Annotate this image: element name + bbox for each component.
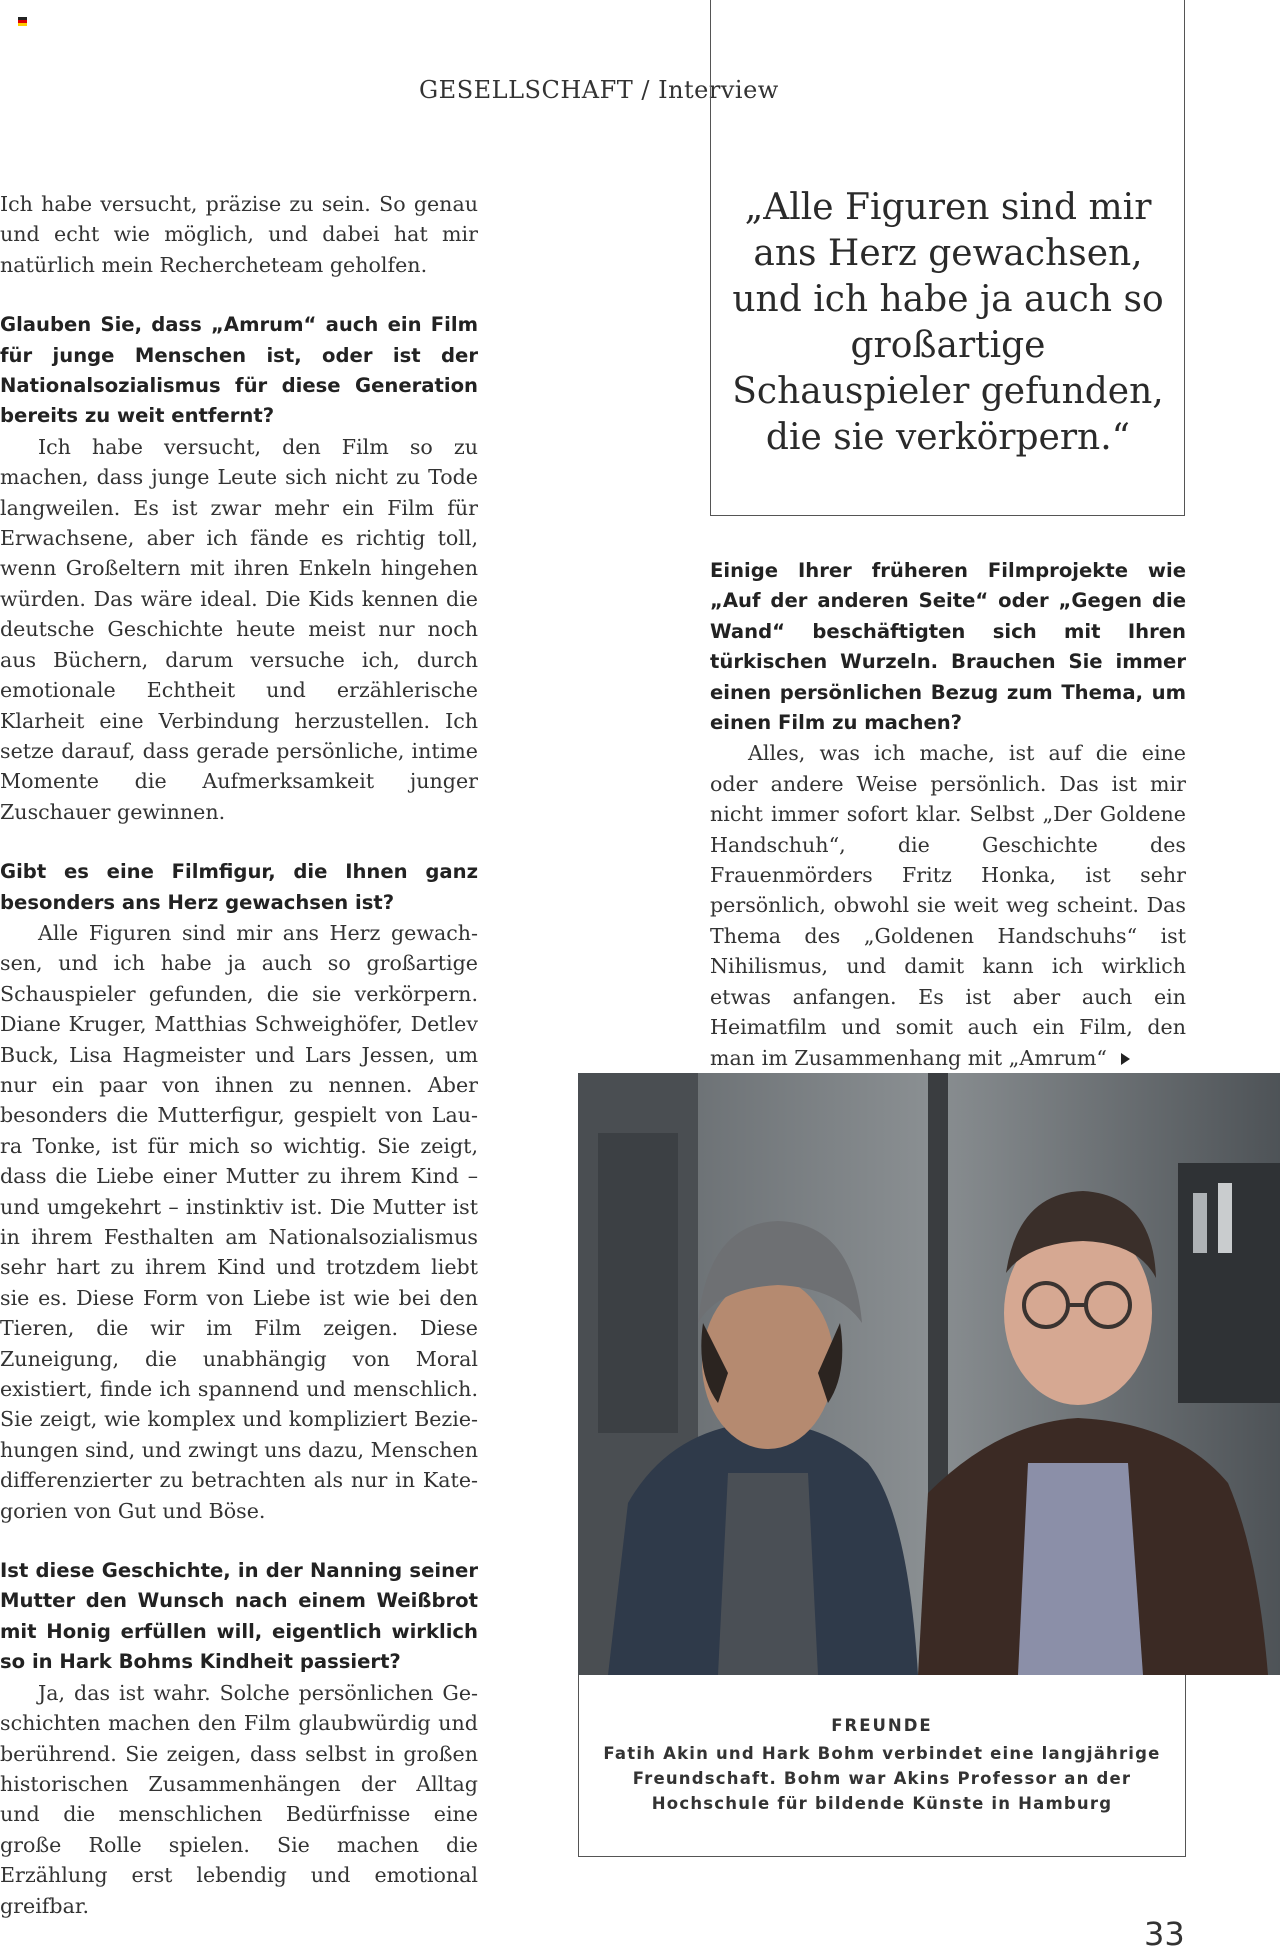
interview-question: Ist diese Geschichte, in der Nanning seiner Mutter den Wunsch nach einem Weißbrot mit Honig erfüllen will, eigentlich wirklich so in Hark Bohms Kindheit passiert? [0,1559,478,1674]
article-paragraph: Ich habe versucht, präzise zu sein. So genau und echt wie möglich, und dabei hat mir natürlich mein Rechercheteam geholfen. [0,192,478,277]
article-column-right [710,556,1186,1073]
interview-answer: Alle Figuren sind mir ans Herz gewachsen, und ich habe ja auch so großartige Schauspieler gefunden, die sie verkörpern. Diane Kruger, Matthias Schweighöfer, Detlev Buck, Lisa Hagmeister und Lars Jessen, um nur ein paar von ihnen zu nennen. Aber besonders die Mutterfigur, gespielt von Laura Tonke, ist für mich so wichtig. Sie zeigt, dass die Liebe einer Mutter zu ihrem Kind – und umgekehrt – instinktiv ist. Die Mutter ist in ihrem Festhalten am Nationalsozialismus sehr hart zu ihrem Kind und trotzdem liebt sie es. Diese Form von Liebe ist wie bei den Tieren, die wir im Film zeigen. Diese Zuneigung, die unabhängig von Moral existiert, finde ich spannend und menschlich. Sie zeigt, wie komplex und kompliziert Beziehungen sind, und zwingt uns dazu, Menschen differenzierter zu betrachten als nur in Kategorien von Gut und Böse. [0,920,478,1523]
caption-text: Fatih Akin und Hark Bohm verbindet eine langjährige Freundschaft. Bohm war Akins Professor an der Hochschule für bildende Künste in Hamburg [603,1744,1161,1813]
page-number: 33 [1144,1915,1185,1953]
section-header: GESELLSCHAFT / Interview [419,76,779,104]
pull-quote: „Alle Figuren sind mir ans Herz gewachsen, und ich habe ja auch so großartige Schauspieler gefunden, die sie verkörpern.“ [732,187,1164,458]
interview-answer [710,738,1186,1072]
interview-question: Gibt es eine Filmfigur, die Ihnen ganz besonders ans Herz gewachsen ist? [0,860,478,914]
portrait-photo [578,1073,1280,1675]
interview-question: Glauben Sie, dass „Amrum“ auch ein Film für junge Menschen ist, oder ist der Nationalsozialismus für diese Generation bereits zu weit entfernt? [0,313,478,428]
german-flag-icon [18,17,27,26]
interview-answer: Ich habe versucht, den Film so zu machen, dass junge Leute sich nicht zu Tode langweilen. Es ist zwar mehr ein Film für Erwachsene, aber ich fände es richtig toll, wenn Großeltern mit ihren Enkeln hingehen würden. Das wäre ideal. Die Kids kennen die deutsche Geschichte heute meist nur noch aus Büchern, darum versuche ich, durch emotionale Echtheit und erzählerische Klarheit eine Verbindung herzustellen. Ich setze darauf, dass gerade persönliche, intime Momente die Aufmerksamkeit junger Zuschauer gewinnen. [0,434,478,824]
article-column-left [0,189,478,1921]
answer-text: Alles, was ich mache, ist auf die eine oder andere Weise persönlich. Das ist mir nicht immer sofort klar. Selbst „Der Goldene Handschuh“, die Geschichte des Frauenmörders Fritz Honka, ist sehr persönlich, obwohl sie weit weg scheint. Das Thema des „Goldenen Handschuhs“ ist Nihilismus, und damit kann ich wirklich etwas anfangen. Es ist aber auch ein Heimatfilm und somit auch ein Film, den man im Zusammenhang mit „Amrum“ [710,741,1186,1070]
caption-title: FREUNDE [831,1716,933,1735]
continue-arrow-icon [1121,1053,1130,1065]
interview-question: Einige Ihrer früheren Filmprojekte wie „Auf der anderen Seite“ oder „Gegen die Wand“ beschäftigten sich mit Ihren türkischen Wurzeln. Brauchen Sie immer einen persönlichen Bezug zum Thema, um einen Film zu machen? [710,559,1186,735]
interview-answer: Ja, das ist wahr. Solche persönlichen Geschichten machen den Film glaubwürdig und berührend. Sie zeigen, dass selbst in großen historischen Zusammenhängen der Alltag und die menschlichen Bedürfnisse eine große Rolle spielen. Sie machen die Erzählung erst lebendig und emotional greifbar. [0,1680,478,1918]
portrait-photo-illustration [578,1073,1280,1675]
